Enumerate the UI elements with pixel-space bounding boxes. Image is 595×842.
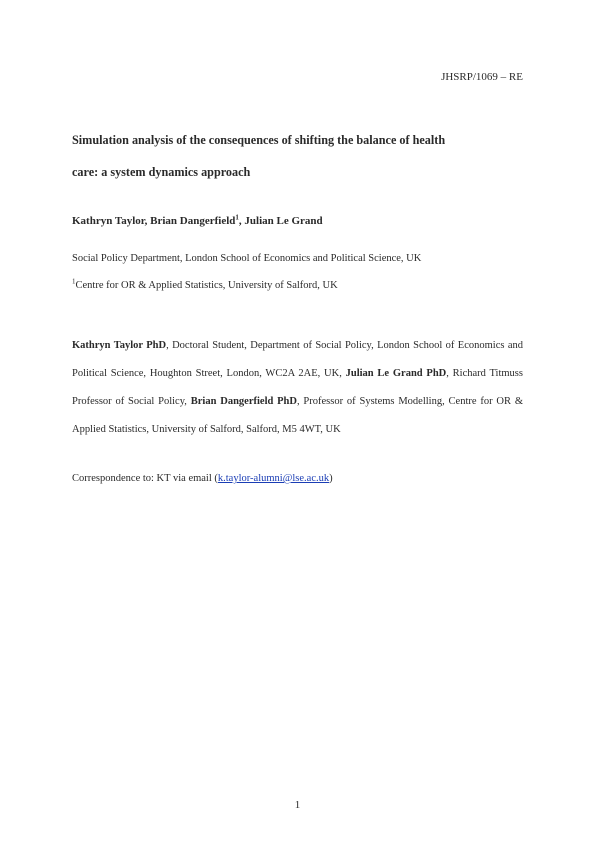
author-detail-text-2: , Richard Titmuss Professor of Social Policy,: [72, 368, 523, 407]
author-details: [72, 332, 523, 444]
paper-title: [72, 124, 527, 188]
correspondence-line: [72, 473, 333, 484]
manuscript-reference: JHSRP/1069 – RE: [441, 71, 523, 83]
author-1: Kathryn Taylor: [72, 215, 145, 227]
affiliation-marker: 1: [72, 277, 76, 286]
affiliation-primary: Social Policy Department, London School of Economics and Political Science, UK: [72, 253, 422, 264]
author-2: Brian Dangerfield: [150, 215, 236, 227]
correspondence-prefix: Correspondence to: KT via email (: [72, 473, 218, 484]
correspondence-suffix: ): [329, 473, 333, 484]
author-detail-text-3: , Professor of Systems Modelling, Centre for OR & Applied Statistics, University of Salford, Salford, M5 4WT, UK: [72, 396, 523, 435]
author-detail-name-3: Brian Dangerfield PhD: [190, 396, 297, 407]
correspondence-email-link[interactable]: k.taylor-alumni@lse.ac.uk: [217, 473, 330, 484]
paper-title-line-1: Simulation analysis of the consequences of shifting the balance of health: [72, 133, 446, 147]
paper-title-line-2: care: a system dynamics approach: [72, 165, 251, 179]
author-separator: ,: [238, 215, 245, 227]
affiliation-secondary-text: Centre for OR & Applied Statistics, University of Salford, UK: [75, 280, 338, 291]
author-detail-name-2: Julian Le Grand PhD: [345, 368, 447, 379]
author-separator: ,: [144, 215, 151, 227]
affiliation-secondary: [72, 277, 338, 291]
author-detail-name-1: Kathryn Taylor PhD: [72, 340, 167, 351]
page-number: 1: [294, 799, 301, 811]
author-3: Julian Le Grand: [244, 215, 323, 227]
author-detail-text-1: , Doctoral Student, Department of Social Policy, London School of Economics and Political Science, Houghton Street, London, WC2A 2AE, UK,: [72, 340, 523, 379]
affiliation-marker: 1: [235, 213, 239, 222]
author-list: [72, 215, 323, 227]
